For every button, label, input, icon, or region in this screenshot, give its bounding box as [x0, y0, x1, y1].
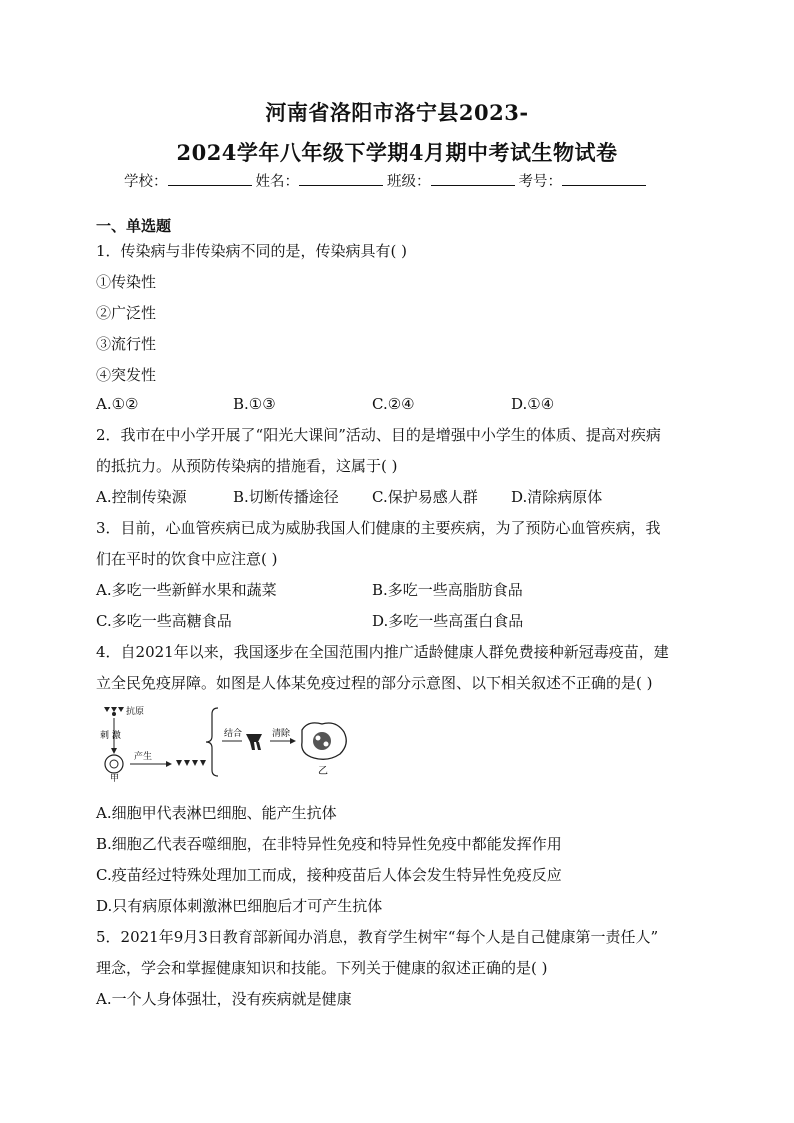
q1-item: ②广泛性 — [96, 304, 157, 322]
q1-option-c[interactable]: C.②④ — [372, 395, 415, 413]
q1-option-b[interactable]: B.①③ — [233, 395, 276, 413]
q4-option-b[interactable]: B.细胞乙代表吞噬细胞，在非特异性免疫和特异性免疫中都能发挥作用 — [96, 835, 562, 853]
q4-option-a[interactable]: A.细胞甲代表淋巴细胞、能产生抗体 — [96, 804, 337, 822]
q5-stem-line1: 5．2021年9月3日教育部新闻办消息，教育学生树牢“每个人是自己健康第一责任人” — [96, 928, 659, 946]
brace-icon — [206, 708, 218, 776]
q1-item: ④突发性 — [96, 366, 157, 384]
q5-option-a[interactable]: A.一个人身体强壮，没有疾病就是健康 — [96, 990, 352, 1008]
produce-label: 产生 — [134, 752, 153, 762]
q2-stem-line1: 2．我市在中小学开展了“阳光大课间”活动、目的是增强中小学生的体质、提高对疾病 — [96, 426, 661, 444]
q1-option-d[interactable]: D.①④ — [511, 395, 555, 413]
class-label: 班级： — [387, 174, 431, 190]
q2-option-b[interactable]: B.切断传播途径 — [233, 488, 339, 506]
name-label: 姓名： — [255, 174, 299, 190]
q4-stem-line2: 立全民免疫屏障。如图是人体某免疫过程的部分示意图、以下相关叙述不正确的是( ) — [96, 674, 653, 692]
q1-item: ③流行性 — [96, 335, 157, 353]
section-heading: 一、单选题 — [96, 217, 172, 235]
phagocyte-cell-icon — [302, 723, 347, 759]
q3-stem-line1: 3．目前，心血管疾病已成为威胁我国人们健康的主要疾病，为了预防心血管疾病，我 — [96, 519, 661, 537]
page-title-line1: 河南省洛阳市洛宁县2023- — [265, 100, 529, 125]
q3-stem-line2: 们在平时的饮食中应注意( ) — [96, 550, 278, 568]
name-blank[interactable] — [299, 173, 383, 186]
q1-item: ①传染性 — [96, 273, 157, 291]
q5-stem-line2: 理念，学会和掌握健康知识和技能。下列关于健康的叙述正确的是( ) — [96, 959, 548, 977]
number-label: 考号： — [518, 174, 562, 190]
antibody-icon — [176, 760, 206, 766]
q4-option-d[interactable]: D.只有病原体刺激淋巴细胞后才可产生抗体 — [96, 897, 383, 915]
school-blank[interactable] — [168, 173, 252, 186]
q1-stem: 1．传染病与非传染病不同的是，传染病具有( ) — [96, 242, 408, 260]
antigen-label: 抗原 — [126, 707, 145, 717]
arrow-head-icon — [166, 761, 172, 767]
student-info-row — [124, 170, 650, 191]
bind-label: 结合 — [224, 729, 243, 739]
cell-a-label: 甲 — [110, 774, 120, 782]
q3-option-c[interactable]: C.多吃一些高糖食品 — [96, 612, 232, 630]
q2-option-a[interactable]: A.控制传染源 — [96, 488, 187, 506]
q3-option-a[interactable]: A.多吃一些新鲜水果和蔬菜 — [96, 581, 277, 599]
q3-option-b[interactable]: B.多吃一些高脂肪食品 — [372, 581, 523, 599]
lymphocyte-cell-icon — [105, 755, 123, 773]
school-label: 学校： — [124, 174, 168, 190]
number-blank[interactable] — [562, 173, 646, 186]
antigen-icon — [104, 707, 124, 716]
arrow-head-icon — [290, 738, 296, 744]
q4-stem-line1: 4．自2021年以来，我国逐步在全国范围内推广适龄健康人群免费接种新冠毒疫苗，建 — [96, 643, 669, 661]
clear-label: 清除 — [272, 729, 291, 739]
q2-option-c[interactable]: C.保护易感人群 — [372, 488, 478, 506]
q2-option-d[interactable]: D.清除病原体 — [511, 488, 603, 506]
cell-b-label: 乙 — [318, 766, 328, 777]
page-title-line2: 2024学年八年级下学期4月期中考试生物试卷 — [176, 140, 618, 165]
q1-option-a[interactable]: A.①② — [96, 395, 139, 413]
class-blank[interactable] — [431, 173, 515, 186]
arrow-head-icon — [111, 748, 117, 754]
q4-option-c[interactable]: C.疫苗经过特殊处理加工而成，接种疫苗后人体会发生特异性免疫反应 — [96, 866, 562, 884]
immune-process-diagram — [100, 704, 360, 782]
q2-stem-line2: 的抵抗力。从预防传染病的措施看，这属于( ) — [96, 457, 398, 475]
antigen-antibody-complex-icon — [246, 734, 262, 750]
stimulate-label: 刺 激 — [100, 731, 121, 741]
q3-option-d[interactable]: D.多吃一些高蛋白食品 — [372, 612, 524, 630]
